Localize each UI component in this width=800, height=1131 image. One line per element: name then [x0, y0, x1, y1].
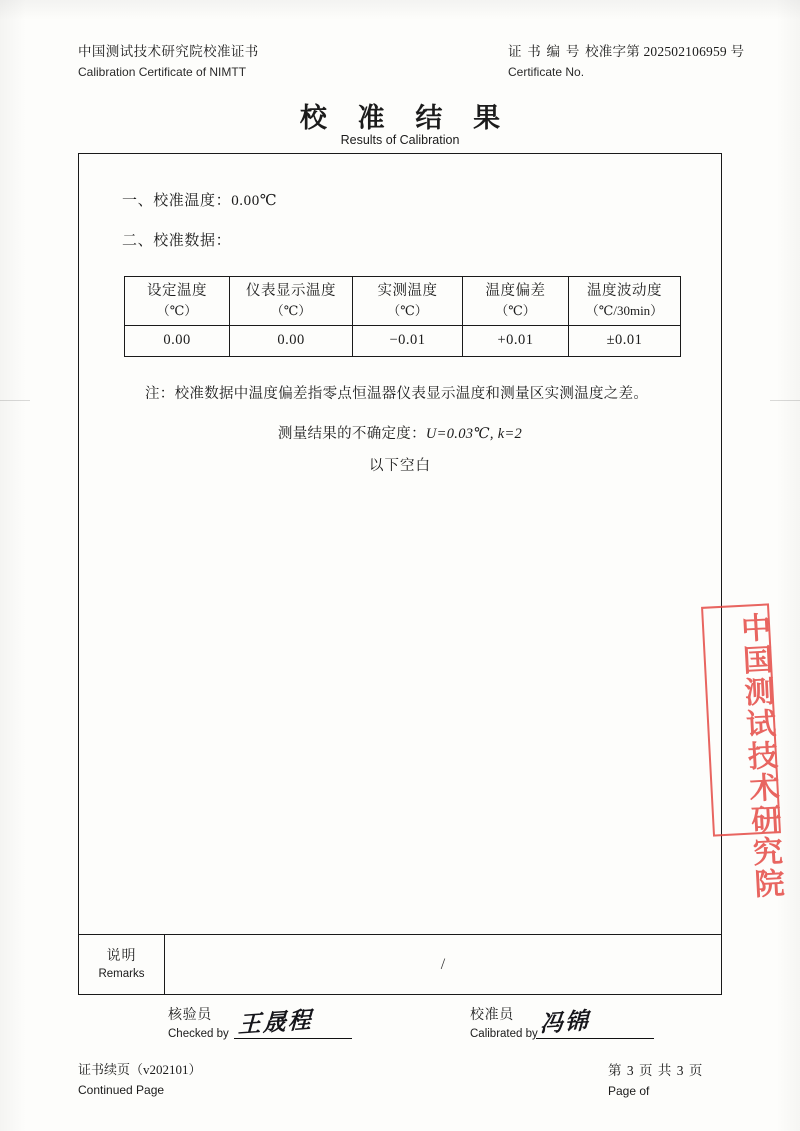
header-label: 实测温度 [377, 283, 438, 300]
header-label: 设定温度 [147, 283, 207, 300]
page-title-cn: 校 准 结 果 [299, 103, 513, 133]
footer-page-number [608, 1060, 703, 1101]
table-header-cell [230, 277, 353, 326]
remarks-row [79, 934, 721, 994]
table-header-cell [353, 277, 463, 326]
page-number-cn: 第 3 页 共 3 页 [608, 1063, 704, 1078]
content-frame [78, 153, 784, 995]
certificate-number-label-cn: 证 书 编 号 [508, 44, 581, 59]
organization-name-cn: 中国测试技术研究院校准证书 [78, 44, 259, 59]
fold-mark-right [770, 400, 800, 401]
blank-below-marker: 以下空白 [369, 458, 431, 474]
uncertainty-statement [79, 422, 721, 443]
signature-calibrated-by [470, 1004, 730, 1050]
official-red-seal: 中国测试技术研究院 [701, 603, 781, 836]
page-number-en: Page of [608, 1083, 650, 1098]
remarks-label [79, 935, 165, 994]
table-header-cell [125, 277, 230, 326]
header-label: 温度波动度 [587, 283, 662, 300]
calibrated-by-label-cn: 校准员 [470, 1008, 514, 1023]
checked-by-label-cn: 核验员 [168, 1008, 212, 1023]
table-cell: −0.01 [353, 326, 463, 357]
calibrated-by-signature-line [536, 1038, 654, 1039]
header-unit: （℃） [270, 303, 312, 319]
table-header-cell [463, 277, 569, 326]
header-certificate-number [508, 42, 744, 82]
table-cell: ±0.01 [569, 326, 681, 357]
header-unit: （℃） [156, 303, 198, 319]
calibrated-by-label [470, 1006, 538, 1043]
checked-by-signature-line [234, 1038, 352, 1039]
header-unit: （℃/30min） [585, 303, 664, 319]
continued-page-en: Continued Page [78, 1082, 165, 1097]
table-header-row [125, 277, 681, 326]
certificate-number-label-en: Certificate No. [508, 64, 585, 79]
checked-by-signature: 王晟程 [237, 1006, 314, 1039]
header-label: 仪表显示温度 [246, 283, 336, 300]
signature-checked-by [168, 1004, 428, 1050]
remarks-value: / [440, 955, 446, 973]
remarks-label-cn: 说明 [106, 948, 137, 964]
calibration-data-table [124, 276, 681, 357]
table-cell: 0.00 [125, 326, 230, 357]
calibration-data-item: 二、校准数据： [122, 233, 232, 249]
remarks-label-en: Remarks [98, 968, 145, 981]
table-cell: 0.00 [230, 326, 353, 357]
uncertainty-value: U=0.03℃, k=2 [425, 426, 523, 442]
certificate-number-line [508, 42, 744, 63]
certificate-number-value: 校准字第 202502106959 号 [585, 44, 745, 59]
header-unit: （℃） [495, 303, 536, 319]
footer-continued [78, 1060, 202, 1100]
header-label: 温度偏差 [485, 283, 546, 300]
continued-page-cn: 证书续页（v202101） [78, 1062, 202, 1077]
table-cell: +0.01 [463, 326, 569, 357]
page-title-en: Results of Calibration [340, 133, 460, 147]
calibrated-by-label-en: Calibrated by [470, 1028, 538, 1041]
calibration-temperature-item: 一、校准温度：0.00℃ [122, 193, 278, 209]
checked-by-label [168, 1006, 229, 1043]
calibrated-by-signature: 冯锦 [539, 1007, 591, 1038]
organization-name-en: Calibration Certificate of NIMTT [78, 64, 247, 79]
fold-mark-left [0, 400, 30, 401]
header-organization [78, 42, 259, 82]
table-row [125, 326, 681, 357]
uncertainty-label: 测量结果的不确定度： [277, 426, 426, 442]
table-header-cell [569, 277, 681, 326]
table-note: 注：校准数据中温度偏差指零点恒温器仪表显示温度和测量区实测温度之差。 [145, 386, 649, 402]
header-unit: （℃） [387, 303, 428, 319]
checked-by-label-en: Checked by [168, 1028, 229, 1041]
